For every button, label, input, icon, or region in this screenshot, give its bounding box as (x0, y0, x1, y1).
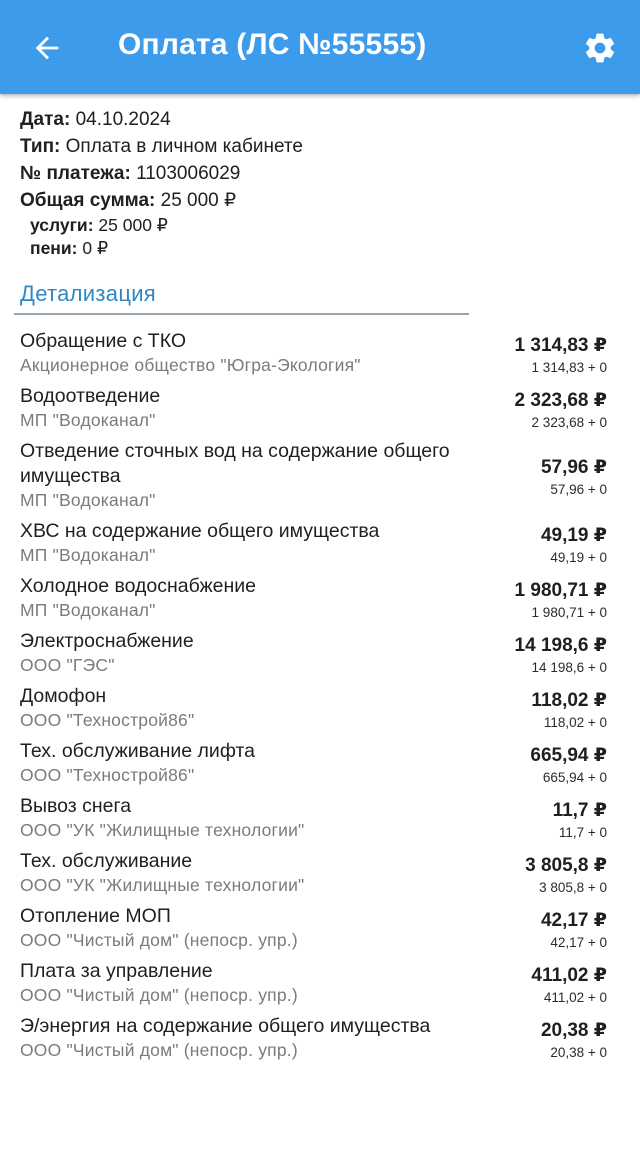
provider-name: Акционерное общество "Югра-Экология" (20, 355, 361, 375)
detail-row (0, 382, 640, 437)
amount-value: 20,38 ₽ (540, 1019, 607, 1041)
amount-breakdown: 2 323,68 + 0 (531, 414, 607, 430)
service-name: Тех. обслуживание лифта (20, 740, 255, 762)
amount-value: 1 980,71 ₽ (514, 579, 607, 601)
detail-info (20, 794, 460, 841)
detail-info (20, 684, 460, 731)
detail-info (20, 629, 460, 676)
services-value: 25 000 ₽ (98, 215, 168, 235)
provider-name: МП "Водоканал" (20, 600, 156, 620)
service-name: Вывоз снега (20, 795, 132, 817)
details-list (0, 327, 640, 1067)
detail-row (0, 627, 640, 682)
detail-row (0, 957, 640, 1012)
detail-amounts (541, 523, 607, 567)
type-label: Тип: (20, 136, 61, 157)
detail-info (20, 574, 460, 621)
detail-amounts (530, 743, 607, 787)
detail-amounts (541, 1018, 607, 1062)
detail-row (0, 792, 640, 847)
amount-value: 665,94 ₽ (530, 744, 607, 766)
app-bar (0, 0, 640, 94)
provider-name: ООО "Чистый дом" (непоср. упр.) (20, 930, 298, 950)
date-row (20, 106, 620, 133)
detail-amounts (515, 578, 607, 622)
amount-breakdown: 20,38 + 0 (550, 1044, 607, 1060)
amount-breakdown: 665,94 + 0 (542, 769, 607, 785)
services-label: услуги: (30, 215, 94, 235)
provider-name: ООО "Чистый дом" (непоср. упр.) (20, 1040, 298, 1060)
provider-name: ООО "ГЭС" (20, 655, 115, 675)
payment-number-value: 1103006029 (136, 163, 241, 184)
amount-breakdown: 11,7 + 0 (558, 824, 607, 840)
detail-row (0, 902, 640, 957)
detail-amounts (541, 908, 607, 952)
provider-name: МП "Водоканал" (20, 545, 156, 565)
total-value: 25 000 ₽ (160, 190, 237, 211)
service-name: Домофон (20, 685, 107, 707)
amount-value: 11,7 ₽ (552, 799, 607, 821)
section-divider (14, 313, 469, 315)
detail-info (20, 1014, 460, 1061)
detail-info (20, 519, 460, 566)
detail-row (0, 847, 640, 902)
type-row (20, 133, 620, 160)
total-row (20, 187, 620, 214)
service-name: ХВС на содержание общего имущества (20, 520, 380, 542)
detail-info (20, 329, 460, 376)
type-value: Оплата в личном кабинете (65, 136, 303, 157)
details-section-title: Детализация (20, 281, 157, 306)
provider-name: ООО "Чистый дом" (непоср. упр.) (20, 985, 298, 1005)
service-name: Отопление МОП (20, 905, 171, 927)
amount-value: 57,96 ₽ (540, 456, 607, 478)
provider-name: ООО "Технострой86" (20, 710, 195, 730)
provider-name: ООО "УК "Жилищные технологии" (20, 820, 305, 840)
detail-row (0, 1012, 640, 1067)
amount-value: 49,19 ₽ (540, 524, 607, 546)
detail-info (20, 959, 460, 1006)
amount-value: 42,17 ₽ (540, 909, 607, 931)
penalty-value: 0 ₽ (82, 238, 109, 258)
detail-row (0, 737, 640, 792)
amount-breakdown: 1 314,83 + 0 (531, 359, 607, 375)
amount-breakdown: 3 805,8 + 0 (539, 879, 607, 895)
detail-amounts (553, 798, 607, 842)
amount-breakdown: 42,17 + 0 (550, 934, 607, 950)
service-name: Отведение сточных вод на содержание общего имущества (20, 440, 450, 487)
detail-row (0, 572, 640, 627)
payment-summary (20, 106, 620, 260)
service-name: Э/энергия на содержание общего имущества (20, 1015, 431, 1037)
amount-value: 1 314,83 ₽ (514, 334, 607, 356)
amount-value: 14 198,6 ₽ (514, 634, 607, 656)
amount-value: 411,02 ₽ (531, 964, 607, 986)
detail-row (0, 517, 640, 572)
detail-amounts (531, 688, 607, 732)
service-name: Тех. обслуживание (20, 850, 193, 872)
detail-row (0, 682, 640, 737)
detail-info (20, 904, 460, 951)
amount-breakdown: 49,19 + 0 (550, 549, 607, 565)
amount-breakdown: 57,96 + 0 (550, 481, 607, 497)
detail-amounts (531, 963, 607, 1007)
amount-value: 2 323,68 ₽ (514, 389, 607, 411)
detail-amounts (541, 456, 607, 500)
service-name: Электроснабжение (20, 630, 194, 652)
provider-name: ООО "Технострой86" (20, 765, 195, 785)
total-label: Общая сумма: (20, 190, 156, 211)
service-name: Водоотведение (20, 385, 161, 407)
page-title: Оплата (ЛС №55555) (118, 28, 427, 61)
payment-number-row (20, 160, 620, 187)
amount-breakdown: 118,02 + 0 (543, 714, 607, 730)
service-name: Обращение с ТКО (20, 330, 187, 352)
service-name: Плата за управление (20, 960, 213, 982)
gear-icon[interactable] (582, 30, 618, 66)
date-value: 04.10.2024 (75, 109, 171, 130)
provider-name: МП "Водоканал" (20, 490, 156, 510)
service-name: Холодное водоснабжение (20, 575, 256, 597)
payment-number-label: № платежа: (20, 163, 131, 184)
arrow-left-icon[interactable] (30, 31, 64, 65)
penalty-label: пени: (30, 238, 78, 258)
date-label: Дата: (20, 109, 71, 130)
provider-name: МП "Водоканал" (20, 410, 156, 430)
detail-info (20, 384, 460, 431)
amount-breakdown: 14 198,6 + 0 (531, 659, 607, 675)
penalty-row (20, 237, 620, 260)
amount-value: 3 805,8 ₽ (525, 854, 607, 876)
detail-info (20, 739, 460, 786)
detail-amounts (515, 333, 607, 377)
amount-breakdown: 1 980,71 + 0 (531, 604, 607, 620)
detail-amounts (525, 853, 607, 897)
detail-info (20, 849, 460, 896)
detail-row (0, 437, 640, 517)
provider-name: ООО "УК "Жилищные технологии" (20, 875, 305, 895)
services-row (20, 214, 620, 237)
detail-row (0, 327, 640, 382)
detail-amounts (515, 633, 607, 677)
amount-breakdown: 411,02 + 0 (543, 989, 607, 1005)
detail-amounts (515, 388, 607, 432)
detail-info (20, 439, 460, 511)
amount-value: 118,02 ₽ (531, 689, 607, 711)
